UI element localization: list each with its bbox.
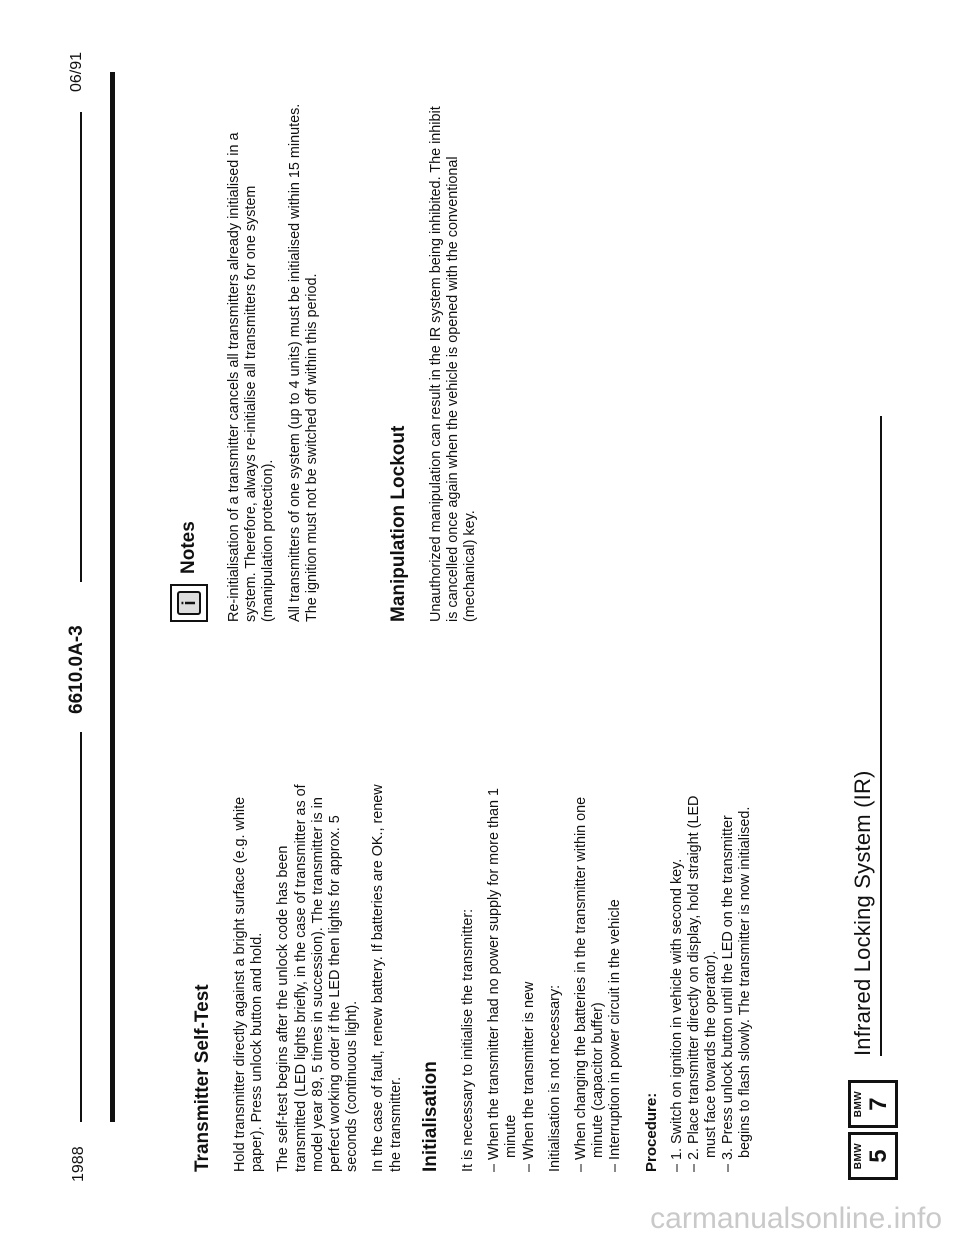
title-rule: [880, 416, 882, 1056]
header-rule-right: [80, 112, 82, 582]
model-badge: [848, 1080, 898, 1180]
list-item: – When the transmitter is new: [520, 981, 537, 1172]
lockout-p1: Unauthorized manipulation can result in the IR system being inhibited. The inhibit is cancelled once again when the vehicle is opened with the conventional (mechanical) key.: [428, 106, 479, 622]
column-notes: [170, 102, 321, 622]
lockout-heading: Manipulation Lockout: [388, 425, 409, 622]
notes-p2: All transmitters of one system (up to 4 units) must be initialised within 15 minutes. The ignition must not be switched off within this period.: [286, 103, 320, 622]
column-self-test: [192, 772, 405, 1172]
list-item: – Interruption in power circuit in the vehicle: [607, 899, 624, 1172]
not-necessary-intro: Initialisation is not necessary:: [546, 984, 563, 1172]
notes-heading: Notes: [178, 521, 199, 574]
list-item: – When the transmitter had no power supply for more than 1 minute: [486, 788, 520, 1172]
list-item: – 2. Place transmitter directly on display, hold straight (LED must face towards the operator).: [685, 795, 720, 1172]
self-test-heading: Transmitter Self-Test: [192, 984, 213, 1172]
column-lockout: [388, 102, 480, 622]
self-test-p3: In the case of fault, renew battery. If batteries are OK., renew the transmitter.: [370, 784, 404, 1172]
self-test-p2: The self-test begins after the unlock code has been transmitted (LED lights briefly, in the case of transmitter as of model year 89, 5 times in succession). The transmitter is in perfect working order if the LED then lights for approx. 5 seconds (continuous light).: [275, 784, 361, 1172]
procedure-list: [669, 772, 755, 1172]
watermark: carmanualsonline.info: [650, 1202, 942, 1235]
header-rule-left: [80, 732, 82, 1122]
page-header: [58, 52, 98, 1182]
info-icon: i: [170, 584, 208, 622]
column-initialisation: [420, 772, 755, 1172]
notes-p1: Re-initialisation of a transmitter cancels all transmitters already initialised in a system. Therefore, always re-initialise all transmitters for one system (manipulation protection).: [226, 132, 277, 622]
header-date: 06/91: [68, 52, 85, 93]
badge-series-5: BMW 5: [848, 1132, 898, 1180]
initialisation-intro: It is necessary to initialise the transmitter:: [460, 908, 476, 1172]
header-doc-code: 6610.0A-3: [66, 625, 87, 714]
not-necessary-list: [573, 772, 625, 1172]
notes-header: [170, 102, 208, 622]
initialisation-heading: Initialisation: [420, 1061, 441, 1172]
page-title: Infrared Locking System (IR): [850, 770, 875, 1056]
list-item: – 1. Switch on ignition in vehicle with second key.: [668, 858, 685, 1172]
procedure-heading: Procedure:: [642, 1092, 660, 1172]
header-thick-rule: [110, 72, 115, 1122]
list-item: – 3. Press unlock button until the LED on the transmitter begins to flash slowly. The transmitter is now initialised.: [720, 806, 754, 1172]
list-item: – When changing the batteries in the transmitter within one minute (capacitor buffer): [573, 796, 607, 1172]
self-test-p1: Hold transmitter directly against a bright surface (e.g. white paper). Press unlock button and hold.: [232, 796, 266, 1172]
header-year: 1988: [70, 1146, 87, 1182]
badge-series-7: BMW 7: [848, 1080, 898, 1128]
necessary-list: [486, 772, 538, 1172]
